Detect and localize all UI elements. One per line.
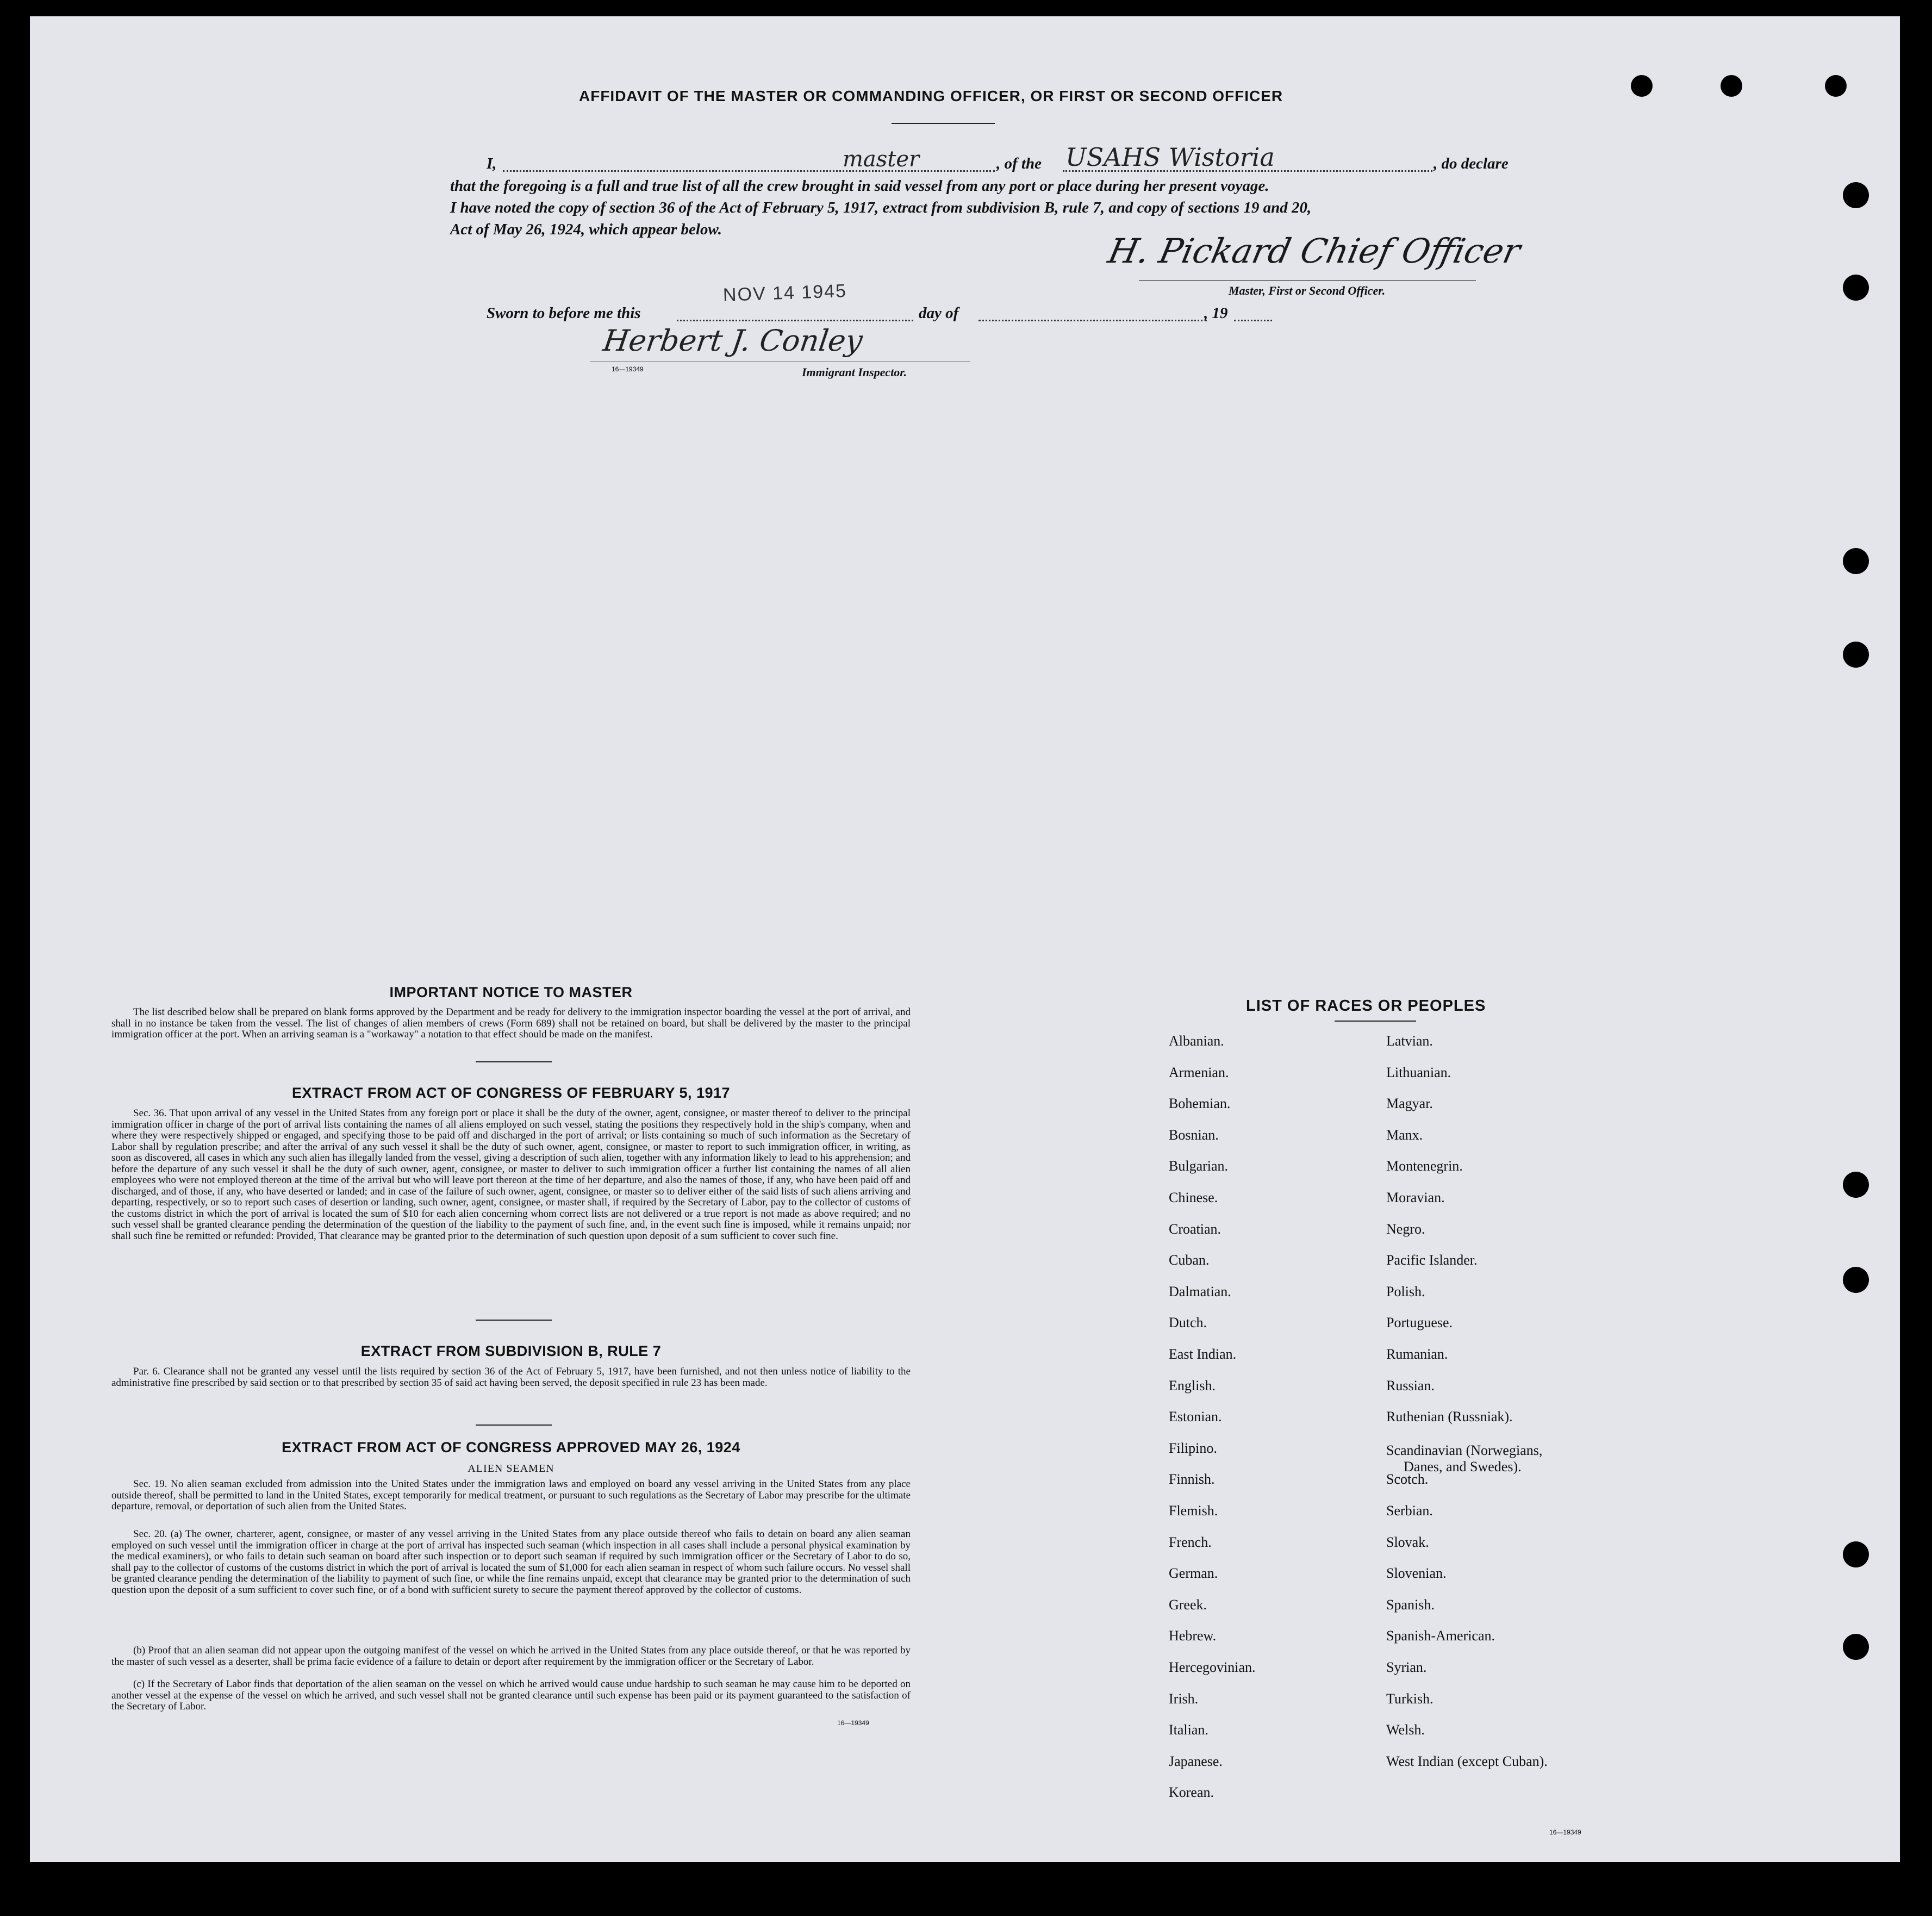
extract-form-number: 16—19349: [837, 1719, 869, 1727]
vessel-name-handwritten: USAHS Wistoria: [1065, 142, 1275, 172]
race-item: Chinese.: [1169, 1190, 1218, 1205]
race-item: Slovak.: [1386, 1534, 1429, 1550]
race-item: Albanian.: [1169, 1033, 1224, 1049]
race-item: Pacific Islander.: [1386, 1252, 1478, 1268]
race-item: Cuban.: [1169, 1252, 1210, 1268]
sec20a-text: Sec. 20. (a) The owner, charterer, agent, consignee, or master of any vessel arriving in the United States from any place outside thereof who fails to detain on board any alien seaman employed on such vessel until the immigration officer in charge at the port of arrival has inspected such seaman (which inspection in all cases shall include a personal physical examination by the medical examiners), or who fails to detain such seaman on board after such inspection or to deport such seaman if required by such immigration officer or the Secretary of Labor to do so, shall pay to the collector of customs of the customs district in which the port of arrival is located the sum of $1,000 for each alien seaman in respect of whom such failure occurs. No vessel shall be granted clearance pending the determination of the liability to payment of such fine, or while the fine remains unpaid, except that clearance may be granted prior to the determination of such question upon the deposit of a sum sufficient to cover such fine, or of a bond with sufficient surety to secure the payment thereof approved by the collector of customs.: [111, 1528, 911, 1596]
race-item: West Indian (except Cuban).: [1386, 1753, 1548, 1769]
race-item: Ruthenian (Russniak).: [1386, 1409, 1513, 1425]
affidavit-form-number: 16—19349: [612, 365, 644, 373]
race-item: Croatian.: [1169, 1221, 1221, 1237]
inspector-caption: Immigrant Inspector.: [802, 365, 907, 379]
inspector-signature: Herbert J. Conley: [601, 324, 865, 358]
race-item: Bosnian.: [1169, 1127, 1219, 1143]
title-underline: [892, 123, 995, 124]
extract-1917-title: EXTRACT FROM ACT OF CONGRESS OF FEBRUARY 5, 1917: [291, 1085, 731, 1101]
alien-seamen-subtitle: ALIEN SEAMEN: [468, 1463, 554, 1475]
month-line: [979, 320, 1207, 321]
race-item: Finnish.: [1169, 1471, 1215, 1488]
race-item: French.: [1169, 1534, 1212, 1550]
extract-1917-text: Sec. 36. That upon arrival of any vessel in the United States from any foreign port or place it shall be the duty of the owner, agent, consignee, or master thereof to deliver to the principal immigration officer in charge of the port of arrival lists containing the names of all aliens employed on such vessel, stating the positions they respectively hold in the ship's company, when and where they were respectively shipped or engaged, and specifying those to be paid off and discharged in the port of arrival; or lists containing so much of such information as the Secretary of Labor shall by regulation prescribe; and after the arrival of any such vessel it shall be the duty of such owner, agent, consignee, or master to report to such immigration officer, in writing, as soon as discovered, all cases in which any such alien has illegally landed from the vessel, giving a description of such alien, together with any information likely to lead to his apprehension; and before the departure of any such vessel it shall be the duty of such owner, agent, consignee, or master to deliver to such immigration officer a further list containing the names of all alien employees who were not employed thereon at the time of the arrival but who will leave port thereon at the time of her departure, and also the names of those, if any, who have been paid off and discharged, and of those, if any, who have deserted or landed; and in case of the failure of such owner, agent, consignee, or master so to deliver either of the said lists of such aliens arriving and departing, respectively, or so to report such cases of desertion or landing, such owner, agent, consignee, or master shall, if required by the Secretary of Labor, pay to the collector of customs of the customs district in which the port of arrival is located the sum of $10 for each alien concerning whom correct lists are not delivered or a true report is not made as above required; and no such vessel shall be granted clearance pending the determination of the question of the liability to the payment of such fine, and, in the event such fine is imposed, while it remains unpaid; nor shall such fine be remitted or refunded: Provided, That clearance may be granted prior to the determination of such question upon deposit of a sum sufficient to cover such fine.: [111, 1108, 911, 1242]
race-item: Latvian.: [1386, 1033, 1433, 1049]
sworn-label: Sworn to before me this: [487, 304, 641, 322]
sec20c-text: (c) If the Secretary of Labor finds that deportation of the alien seaman on the vessel on which he arrived would cause undue hardship to such seaman he may cause him to be deported on another vessel at the expense of the vessel on which he arrived, and such vessel shall not be granted clearance until such expense has been paid or its payment guaranteed to the satisfaction of the Secretary of Labor.: [111, 1678, 911, 1712]
race-item: Rumanian.: [1386, 1346, 1448, 1362]
race-item: Flemish.: [1169, 1503, 1218, 1519]
race-item: Spanish-American.: [1386, 1628, 1495, 1644]
do-declare-label: , do declare: [1434, 155, 1509, 172]
date-stamp: NOV 14 1945: [722, 281, 847, 306]
rank-line: [503, 170, 995, 172]
race-item: East Indian.: [1169, 1346, 1237, 1362]
form-page: [30, 16, 1900, 1862]
race-item: Magyar.: [1386, 1096, 1433, 1112]
race-item: Portuguese.: [1386, 1315, 1453, 1331]
divider: [476, 1061, 552, 1062]
punch-hole: [1825, 75, 1847, 97]
race-item: Montenegrin.: [1386, 1158, 1463, 1174]
punch-hole: [1843, 275, 1869, 301]
race-item: Lithuanian.: [1386, 1064, 1451, 1080]
punch-hole: [1843, 1172, 1869, 1198]
race-item: Armenian.: [1169, 1064, 1229, 1080]
race-item: Moravian.: [1386, 1190, 1445, 1205]
rank-handwritten: master: [843, 147, 920, 172]
day-of-label: day of: [919, 304, 959, 322]
race-item: Scotch.: [1386, 1471, 1429, 1488]
races-form-number: 16—19349: [1549, 1828, 1581, 1836]
punch-hole: [1843, 548, 1869, 574]
affidavit-line4: Act of May 26, 1924, which appear below.: [450, 221, 722, 238]
punch-hole: [1843, 642, 1869, 668]
race-item: German.: [1169, 1565, 1218, 1582]
race-item: Polish.: [1386, 1283, 1425, 1299]
sec20b-text: (b) Proof that an alien seaman did not appear upon the outgoing manifest of the vessel on which he arrived in the United States from any place outside thereof, or that he was reported by the master of such vessel as a deserter, shall be prima facie evidence of a failure to detain or deport after requirement by the immigration officer or the Secretary of Labor.: [111, 1645, 911, 1668]
affidavit-line2: that the foregoing is a full and true list of all the crew brought in said vessel from any port or place during her present voyage.: [450, 177, 1269, 195]
race-item: Spanish.: [1386, 1596, 1435, 1613]
punch-hole: [1843, 1267, 1869, 1293]
affidavit-line3: I have noted the copy of section 36 of the Act of February 5, 1917, extract from subdivision B, rule 7, and copy of sections 19 and 20,: [450, 199, 1312, 216]
year-prefix-label: , 19: [1204, 304, 1228, 322]
master-signature-caption: Master, First or Second Officer.: [1229, 284, 1386, 297]
race-item: Danes, and Swedes).: [1404, 1458, 1522, 1475]
subdivision-b-title: EXTRACT FROM SUBDIVISION B, RULE 7: [360, 1343, 662, 1359]
punch-hole: [1843, 1634, 1869, 1660]
race-item: Korean.: [1169, 1784, 1214, 1801]
punch-hole: [1843, 182, 1869, 208]
race-item: Dalmatian.: [1169, 1283, 1231, 1299]
year-line: [1234, 320, 1272, 321]
race-item: Turkish.: [1386, 1690, 1434, 1707]
notice-text: The list described below shall be prepared on blank forms approved by the Department and be ready for delivery to the immigration inspector boarding the vessel at the port of arrival, and shall in no instance be taken from the vessel. The list of changes of alien members of crews (Form 689) shall not be retained on board, but shall be delivered by the master to the principal immigration officer at the port. When an arriving seaman is a "workaway" a notation to that effect should be made on the manifest.: [111, 1006, 911, 1040]
extract-1924-title: EXTRACT FROM ACT OF CONGRESS APPROVED MAY 26, 1924: [282, 1439, 740, 1455]
race-item: Syrian.: [1386, 1659, 1427, 1675]
affidavit-i-label: I,: [487, 155, 497, 172]
race-item: English.: [1169, 1377, 1216, 1394]
master-signature-line: [1139, 280, 1476, 281]
sworn-day-line: [677, 320, 913, 321]
race-item: Serbian.: [1386, 1503, 1433, 1519]
race-item: Irish.: [1169, 1690, 1199, 1707]
divider: [476, 1320, 552, 1321]
of-the-label: , of the: [996, 155, 1042, 172]
race-item: Japanese.: [1169, 1753, 1223, 1769]
punch-hole: [1843, 1541, 1869, 1567]
master-signature: H. Pickard Chief Officer: [1105, 231, 1524, 271]
race-item: Welsh.: [1386, 1722, 1425, 1738]
race-item: Scandinavian (Norwegians,: [1386, 1442, 1543, 1458]
race-item: Slovenian.: [1386, 1565, 1447, 1582]
punch-hole: [1631, 75, 1653, 97]
race-item: Bulgarian.: [1169, 1158, 1229, 1174]
race-item: Bohemian.: [1169, 1096, 1231, 1112]
affidavit-title: AFFIDAVIT OF THE MASTER OR COMMANDING OFFICER, OR FIRST OR SECOND OFFICER: [579, 88, 1283, 104]
notice-title: IMPORTANT NOTICE TO MASTER: [389, 984, 633, 1000]
race-item: Filipino.: [1169, 1440, 1217, 1456]
divider: [476, 1424, 552, 1426]
sec19-text: Sec. 19. No alien seaman excluded from admission into the United States under the immigration laws and employed on board any vessel arriving in the United States from any place outside thereof, shall be permitted to land in the United States, except temporarily for medical treatment, or pursuant to such regulations as the Secretary of Labor may prescribe for the ultimate departure, removal, or deportation of such alien from the United States.: [111, 1478, 911, 1512]
race-item: Russian.: [1386, 1377, 1435, 1394]
race-item: Estonian.: [1169, 1409, 1222, 1425]
race-item: Manx.: [1386, 1127, 1423, 1143]
race-item: Greek.: [1169, 1596, 1207, 1613]
race-item: Italian.: [1169, 1722, 1208, 1738]
races-title: LIST OF RACES OR PEOPLES: [1246, 997, 1486, 1015]
race-item: Hebrew.: [1169, 1628, 1217, 1644]
race-item: Negro.: [1386, 1221, 1425, 1237]
punch-hole: [1721, 75, 1742, 97]
subdivision-b-text: Par. 6. Clearance shall not be granted any vessel until the lists required by section 36 of the Act of February 5, 1917, have been furnished, and not then unless notice of liability to the administrative fine prescribed by said section or to that prescribed by section 35 of said act having been served, the deposit specified in rule 23 has been made.: [111, 1366, 911, 1389]
race-item: Hercegovinian.: [1169, 1659, 1256, 1675]
races-title-underline: [1335, 1021, 1416, 1022]
race-item: Dutch.: [1169, 1315, 1207, 1331]
